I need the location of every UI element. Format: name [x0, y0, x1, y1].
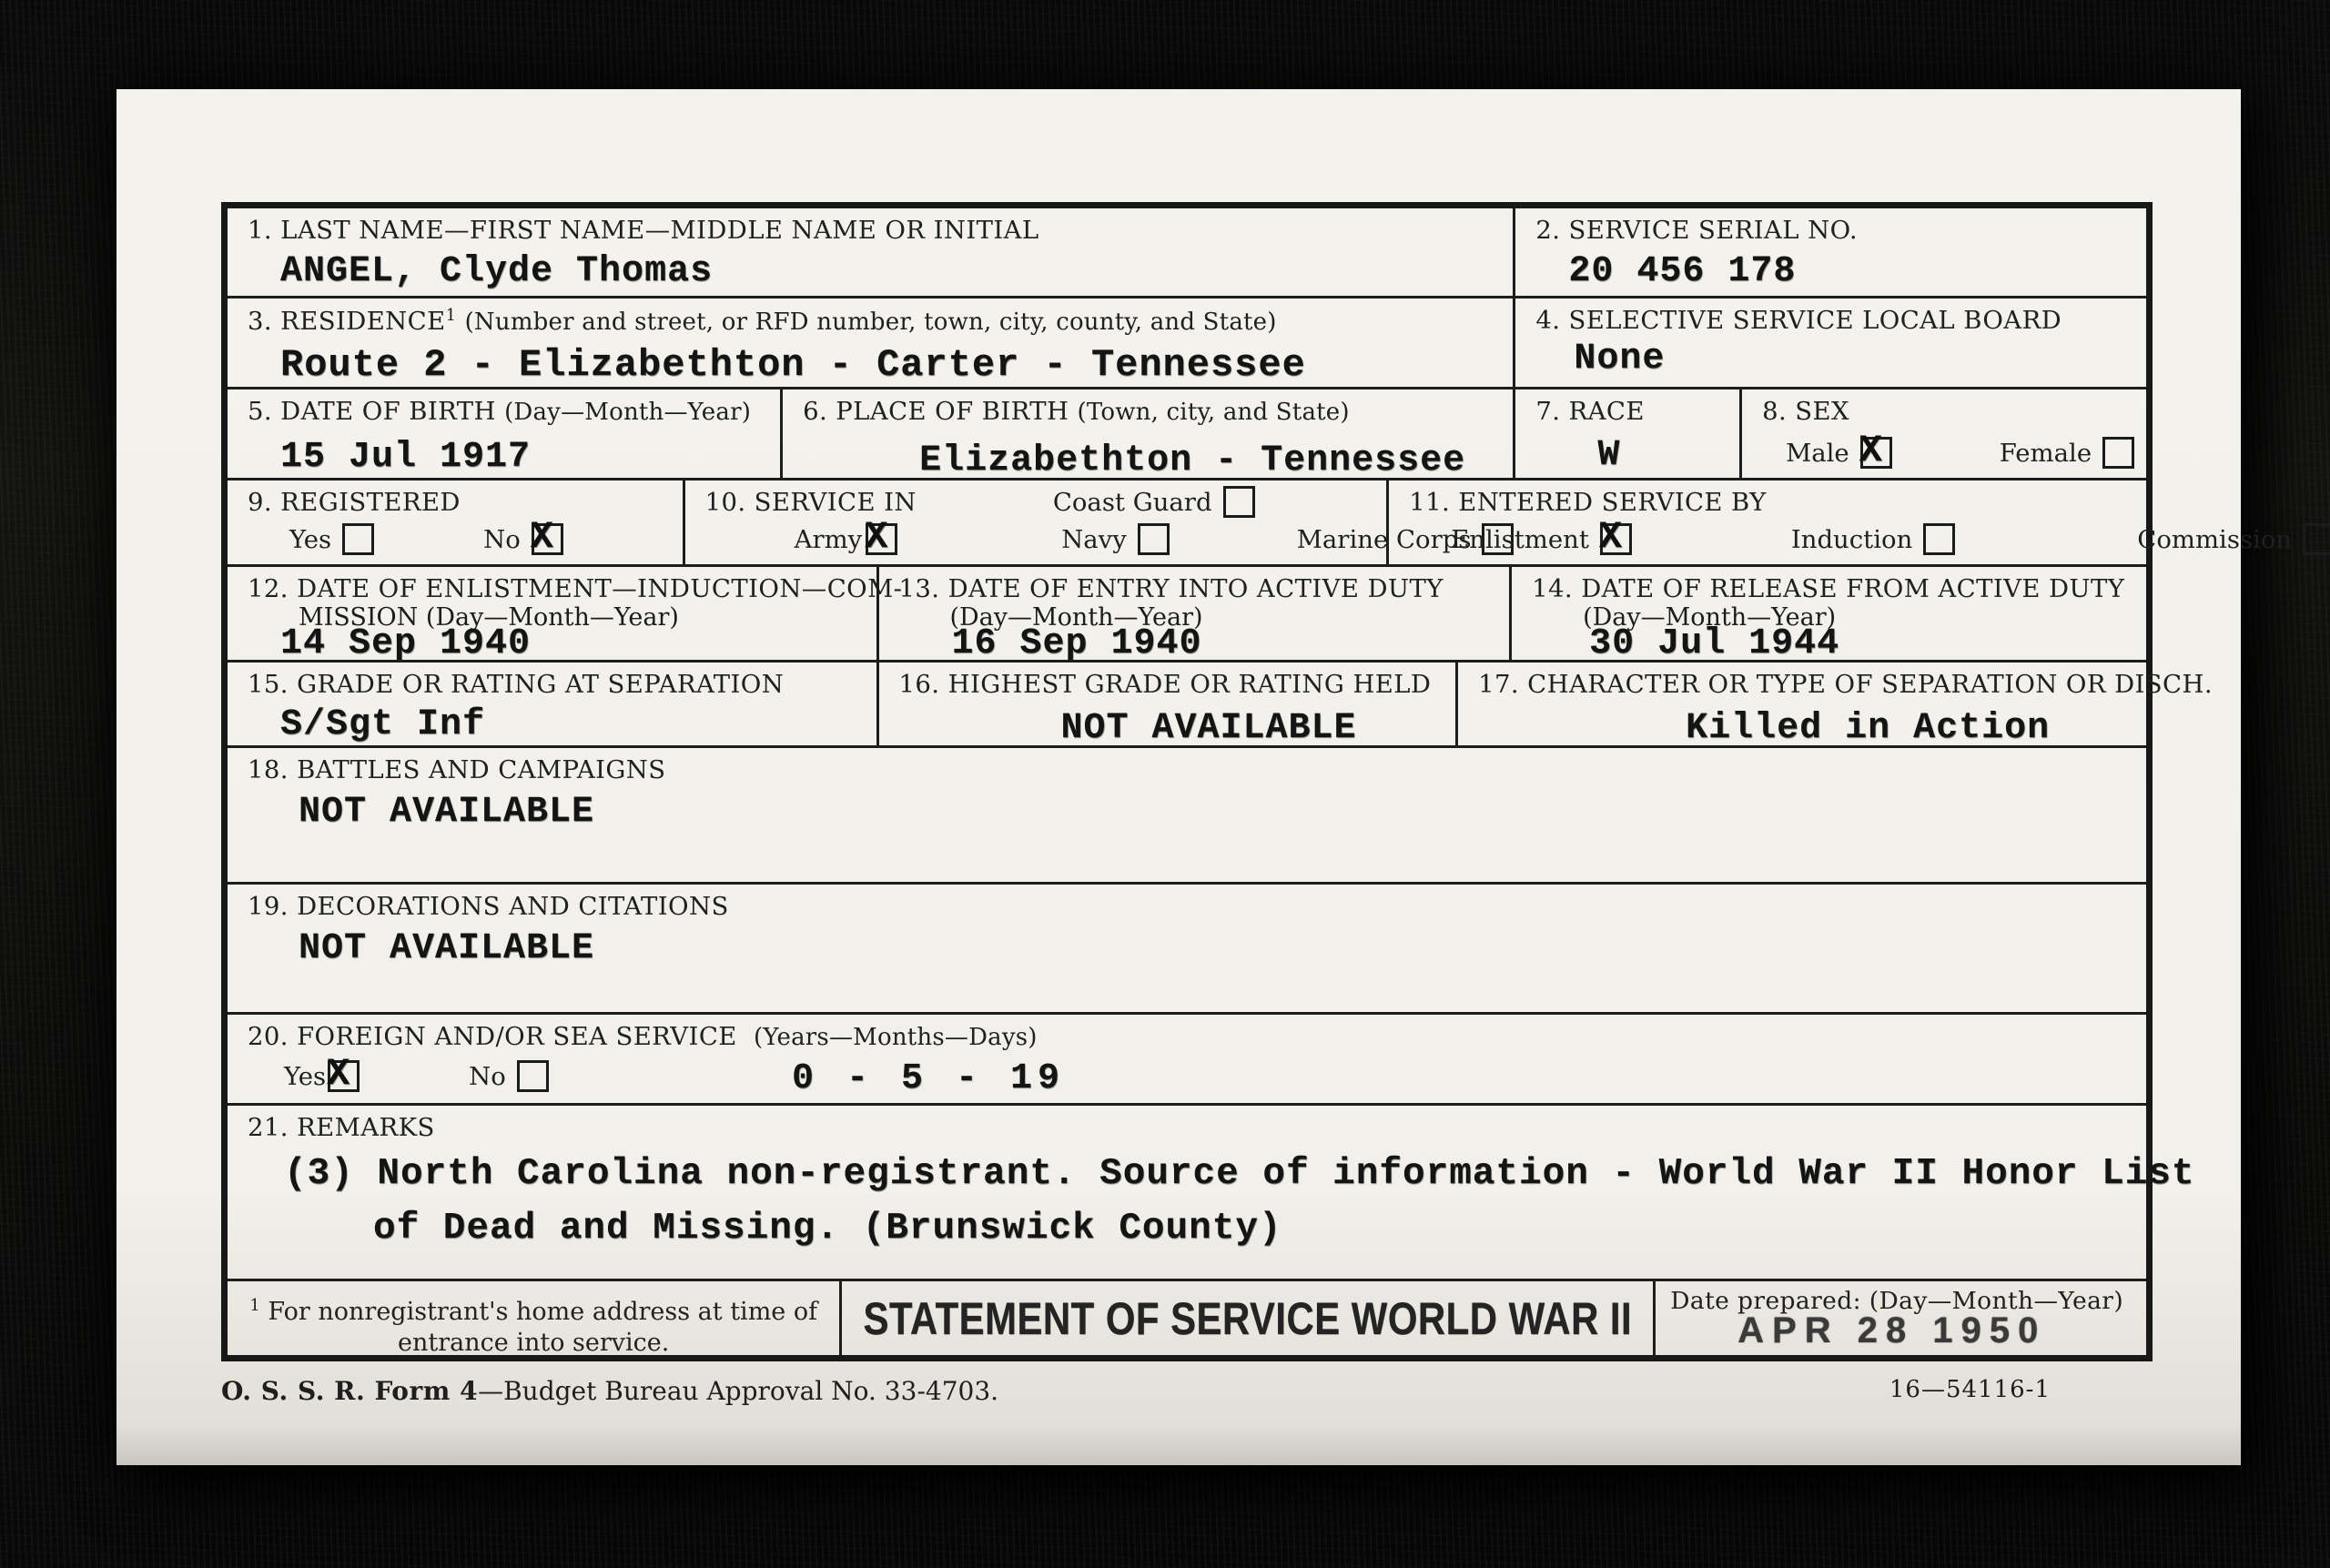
field-date-release-active-duty — [1509, 567, 2146, 664]
row-registered-service-entered — [228, 478, 2293, 564]
checkbox-commission: Commission — [2137, 523, 2330, 555]
checkbox-male: Male X — [1786, 437, 1892, 469]
field-service-in — [683, 481, 1472, 564]
field-label: 19. DECORATIONS AND CITATIONS — [248, 892, 729, 921]
checkbox-no: No X — [483, 523, 563, 555]
entered-service-options — [1389, 515, 2293, 559]
field-value-board: None — [1574, 339, 1666, 379]
typed-x-mark: X — [1598, 515, 1623, 559]
field-label: 21. REMARKS — [248, 1113, 435, 1142]
field-date-prepared — [1653, 1281, 2146, 1355]
paper-sheet — [116, 89, 2293, 1465]
field-date-entry-active-duty — [876, 567, 1510, 664]
field-value-decorations: NOT AVAILABLE — [299, 928, 595, 969]
field-decorations-and-citations — [228, 885, 2146, 1012]
checkbox-coast-guard: Coast Guard — [1053, 486, 1255, 518]
checkbox-navy: Navy — [1061, 523, 1170, 555]
service-branch-options — [685, 515, 1472, 559]
field-grade-at-separation — [228, 663, 876, 745]
field-label: 13. DATE OF ENTRY INTO ACTIVE DUTY — [898, 574, 1444, 603]
field-label: 20. FOREIGN AND/OR SEA SERVICE (Years—Months—Days) — [248, 1022, 1038, 1051]
field-label: 1. LAST NAME—FIRST NAME—MIDDLE NAME OR INITIAL — [248, 216, 1039, 245]
checkbox — [327, 1052, 360, 1096]
field-label: 7. RACE — [1535, 397, 1645, 426]
remarks-line-2: of Dead and Missing. (Brunswick County) — [373, 1208, 1282, 1249]
field-character-of-separation — [1455, 663, 2213, 749]
field-value-birth-date: 15 Jul 1917 — [280, 437, 532, 478]
form-title — [839, 1281, 1653, 1355]
typed-x-mark: X — [327, 1052, 350, 1096]
field-label: 3. RESIDENCE$^1$ (Number and street, or RFD number, town, city, county, and State) — [248, 306, 1277, 337]
field-date-of-enlistment — [228, 567, 903, 664]
checkbox — [865, 515, 897, 559]
field-label: 15. GRADE OR RATING AT SEPARATION — [248, 670, 785, 699]
field-label-line2: MISSION (Day—Month—Year) — [299, 603, 679, 632]
field-value-enlistment-date: 14 Sep 1940 — [280, 623, 532, 664]
field-value-race: W — [1597, 435, 1621, 476]
row-grade-separation — [228, 660, 2213, 749]
field-race — [1513, 389, 1739, 478]
field-label-line2: (Day—Month—Year) — [1583, 603, 1837, 632]
field-value-serial: 20 456 178 — [1568, 251, 1797, 292]
field-label: 14. DATE OF RELEASE FROM ACTIVE DUTY — [1532, 574, 2125, 603]
field-label: 9. REGISTERED — [248, 488, 461, 517]
date-stamp: APR 28 1950 — [1737, 1310, 2047, 1351]
field-remarks — [228, 1106, 2195, 1279]
field-value-separation-type: Killed in Action — [1686, 708, 2051, 749]
row-name-serial — [228, 208, 2146, 296]
field-label: 11. ENTERED SERVICE BY — [1409, 488, 1767, 517]
row-residence-board — [228, 296, 2146, 387]
form-number-line — [221, 1376, 2153, 1406]
field-registered — [228, 481, 683, 564]
field-label: 8. SEX — [1762, 397, 1849, 426]
field-value-entry-date: 16 Sep 1940 — [951, 623, 1202, 664]
checkbox — [1223, 486, 1255, 518]
field-entered-service-by — [1386, 481, 2293, 564]
form-approval-text: O. S. S. R. Form 4—Budget Bureau Approval No. 33-4703. — [221, 1376, 999, 1406]
print-code: 16—54116-1 — [1889, 1376, 2051, 1403]
checkbox-female: Female — [2000, 437, 2134, 469]
checkbox-army: Army X — [795, 523, 898, 555]
field-label: 4. SELECTIVE SERVICE LOCAL BOARD — [1535, 306, 2062, 335]
checkbox-induction: Induction — [1791, 523, 1955, 555]
row-decorations-citations — [228, 882, 2146, 1012]
field-foreign-sea-service — [228, 1015, 2146, 1103]
field-label: 6. PLACE OF BIRTH (Town, city, and State) — [803, 397, 1350, 426]
field-value-residence: Route 2 - Elizabethton - Carter - Tennessee — [280, 343, 1306, 387]
checkbox-marine-corps: Marine Corps — [1297, 523, 1514, 555]
row-foreign-sea-service — [228, 1012, 2146, 1103]
field-label: 5. DATE OF BIRTH (Day—Month—Year) — [248, 397, 752, 426]
checkbox-yes: Yes X — [284, 1060, 360, 1092]
row-birth-race-sex — [228, 387, 2146, 481]
field-date-of-birth — [228, 389, 780, 478]
foreign-service-options — [228, 1052, 2146, 1096]
sex-options — [1742, 429, 2146, 472]
field-label: 17. CHARACTER OR TYPE OF SEPARATION OR DISCH. — [1478, 670, 2213, 699]
service-record-form — [221, 202, 2293, 1361]
field-label: 2. SERVICE SERIAL NO. — [1535, 216, 1859, 245]
field-residence — [228, 298, 1513, 387]
form-title-text: STATEMENT OF SERVICE WORLD WAR II — [863, 1292, 1633, 1344]
checkbox — [517, 1060, 549, 1092]
field-label-line2: (Day—Month—Year) — [949, 603, 1203, 632]
row-battles-campaigns — [228, 745, 2146, 882]
checkbox-enlistment: Enlistment X — [1451, 523, 1632, 555]
field-value-battles: NOT AVAILABLE — [299, 792, 595, 833]
field-local-board — [1513, 298, 2146, 387]
checkbox — [2102, 437, 2134, 469]
field-label: 16. HIGHEST GRADE OR RATING HELD — [898, 670, 1432, 699]
field-value-foreign-service-duration: 0 - 5 - 19 — [792, 1058, 1066, 1099]
checkbox-no: No — [469, 1060, 549, 1092]
row-remarks — [228, 1103, 2195, 1279]
field-value-highest-grade: NOT AVAILABLE — [1060, 708, 1357, 749]
field-value-grade: S/Sgt Inf — [280, 704, 486, 745]
footnote — [228, 1281, 839, 1355]
field-value-birth-place: Elizabethton - Tennessee — [919, 440, 1466, 481]
field-label: 18. BATTLES AND CAMPAIGNS — [248, 755, 666, 784]
field-value-release-date: 30 Jul 1944 — [1589, 623, 1840, 664]
field-label: 12. DATE OF ENLISTMENT—INDUCTION—COM- — [248, 574, 903, 603]
row-form-footer — [228, 1279, 2146, 1355]
row-enlistment-dates — [228, 564, 2146, 664]
remarks-line-1: (3) North Carolina non-registrant. Source of information - World War II Honor List — [284, 1153, 2195, 1195]
field-place-of-birth — [780, 389, 1513, 481]
field-value-name: ANGEL, Clyde Thomas — [280, 251, 714, 292]
field-highest-grade-held — [876, 663, 1456, 749]
checkbox — [530, 515, 563, 559]
footnote-marker: 1 — [445, 306, 457, 325]
footnote-text: $^1$ For nonregistrant's home address at time of entrance into service. — [249, 1296, 818, 1357]
registered-options — [228, 515, 683, 559]
checkbox — [2303, 523, 2330, 555]
footnote-marker: 1 — [249, 1296, 260, 1315]
typed-x-mark: X — [530, 515, 553, 559]
checkbox — [342, 523, 374, 555]
checkbox-yes: Yes — [289, 523, 374, 555]
field-sex — [1739, 389, 2146, 478]
field-label: Date prepared: (Day—Month—Year) — [1670, 1287, 2124, 1315]
field-last-name — [228, 208, 1513, 296]
typed-x-mark: X — [865, 515, 888, 559]
field-battles-and-campaigns — [228, 748, 2146, 882]
field-service-serial-no — [1513, 208, 2146, 296]
checkbox — [1923, 523, 1955, 555]
field-label: 10. SERVICE IN — [704, 488, 917, 517]
checkbox — [1598, 515, 1632, 559]
checkbox — [1859, 429, 1892, 472]
checkbox — [1138, 523, 1170, 555]
typed-x-mark: X — [1859, 429, 1882, 472]
